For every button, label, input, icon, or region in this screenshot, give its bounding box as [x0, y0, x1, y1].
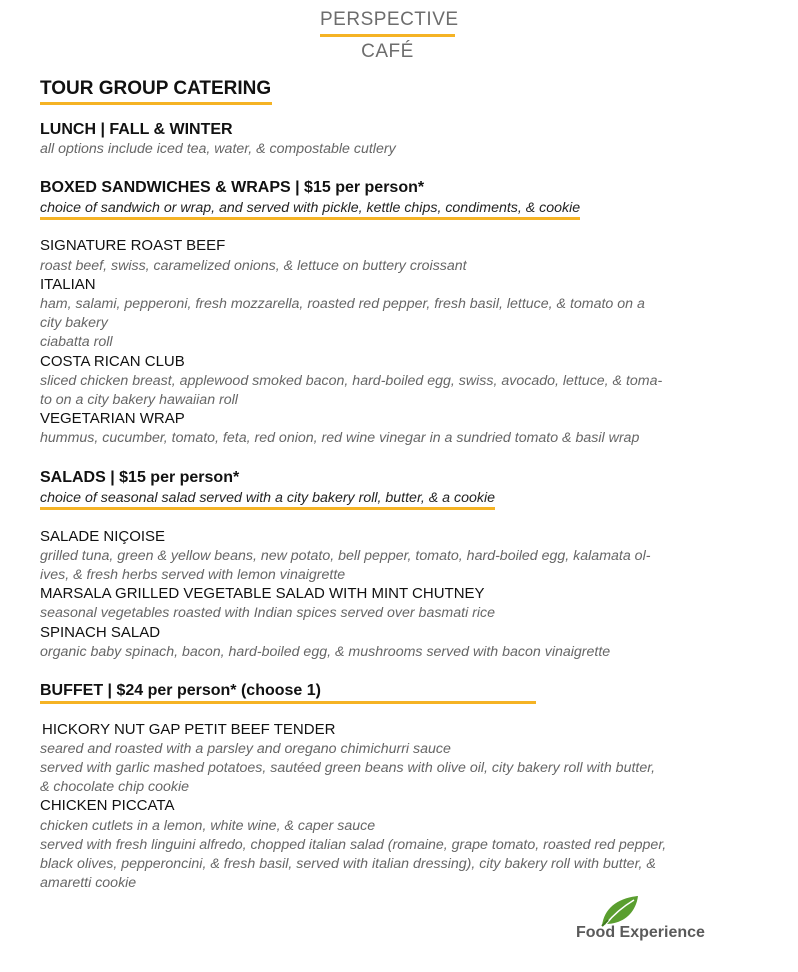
salads-heading: SALADS | $15 per person* — [40, 469, 240, 486]
menu-item-desc: & chocolate chip cookie — [40, 779, 190, 795]
food-experience-logo — [574, 894, 724, 946]
menu-item-name: CHICKEN PICCATA — [40, 797, 175, 814]
lunch-heading: LUNCH | FALL & WINTER — [40, 121, 233, 138]
menu-item-desc: grilled tuna, green & yellow beans, new potato, bell pepper, tomato, hard-boiled egg, kalamata ol- — [40, 548, 651, 564]
boxed-heading: BOXED SANDWICHES & WRAPS | $15 per person* — [40, 179, 425, 196]
menu-item-desc: chicken cutlets in a lemon, white wine, & caper sauce — [40, 818, 376, 834]
menu-item-name: ITALIAN — [40, 276, 96, 293]
menu-item-desc: organic baby spinach, bacon, hard-boiled egg, & mushrooms served with bacon vinaigrette — [40, 644, 611, 660]
menu-item-name: MARSALA GRILLED VEGETABLE SALAD WITH MINT CHUTNEY — [40, 585, 485, 602]
menu-item-desc: roast beef, swiss, caramelized onions, & lettuce on buttery croissant — [40, 258, 467, 274]
page-title: TOUR GROUP CATERING — [40, 77, 272, 105]
boxed-note: choice of sandwich or wrap, and served with pickle, kettle chips, condiments, & cookie — [40, 200, 580, 220]
menu-item-desc: sliced chicken breast, applewood smoked bacon, hard-boiled egg, swiss, avocado, lettuce, & toma- — [40, 373, 663, 389]
buffet-heading: BUFFET | $24 per person* (choose 1) — [40, 682, 536, 704]
menu-item-name: VEGETARIAN WRAP — [40, 410, 185, 427]
menu-item-desc: served with fresh linguini alfredo, chopped italian salad (romaine, grape tomato, roasted red pepper, — [40, 837, 667, 853]
menu-item-desc: ives, & fresh herbs served with lemon vinaigrette — [40, 567, 346, 583]
menu-item-desc: black olives, pepperoncini, & fresh basil, served with italian dressing), city bakery roll with butter, & — [40, 856, 656, 872]
salads-note: choice of seasonal salad served with a city bakery roll, butter, & a cookie — [40, 490, 495, 510]
menu-item-desc: ciabatta roll — [40, 334, 113, 350]
menu-item-desc: amaretti cookie — [40, 875, 137, 891]
cafe-brand — [320, 8, 459, 64]
menu-item-name: HICKORY NUT GAP PETIT BEEF TENDER — [42, 721, 336, 738]
brand-name-top: PERSPECTIVE — [320, 8, 455, 37]
menu-item-desc: seared and roasted with a parsley and oregano chimichurri sauce — [40, 741, 451, 757]
brand-name-bottom: CAFÉ — [361, 41, 414, 62]
menu-item-desc: hummus, cucumber, tomato, feta, red onion, red wine vinegar in a sundried tomato & basil wrap — [40, 430, 640, 446]
menu-item-desc: to on a city bakery hawaiian roll — [40, 392, 238, 408]
menu-item-desc: city bakery — [40, 315, 108, 331]
menu-item-name: COSTA RICAN CLUB — [40, 353, 185, 370]
leaf-icon — [598, 894, 642, 928]
menu-item-name: SPINACH SALAD — [40, 624, 161, 641]
logo-text: Food Experience — [576, 924, 705, 941]
lunch-note: all options include iced tea, water, & compostable cutlery — [40, 141, 396, 157]
menu-item-name: SALADE NIÇOISE — [40, 528, 166, 545]
menu-item-name: SIGNATURE ROAST BEEF — [40, 237, 226, 254]
menu-item-desc: seasonal vegetables roasted with Indian spices served over basmati rice — [40, 605, 496, 621]
menu-item-desc: ham, salami, pepperoni, fresh mozzarella, roasted red pepper, fresh basil, lettuce, & tomato on a — [40, 296, 645, 312]
menu-item-desc: served with garlic mashed potatoes, sautéed green beans with olive oil, city bakery roll with butter, — [40, 760, 656, 776]
